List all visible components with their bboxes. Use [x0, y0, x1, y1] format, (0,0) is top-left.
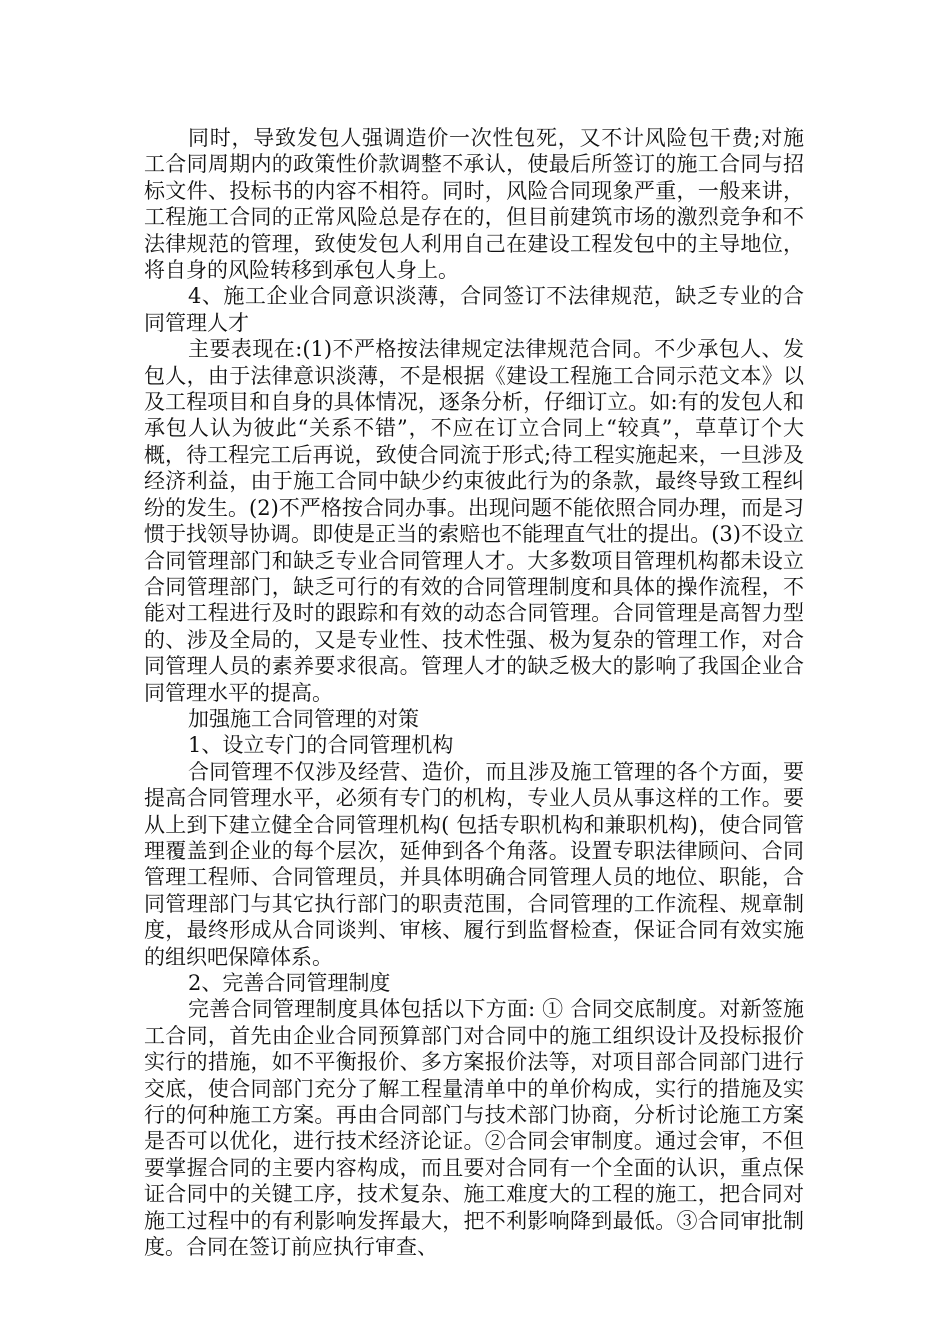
heading-countermeasures: 加强施工合同管理的对策: [188, 706, 419, 731]
heading-management-agency: 1、设立专门的合同管理机构: [188, 733, 454, 758]
heading-contract-awareness: 4、施工企业合同意识淡薄，合同签订不法律规范，缺乏专业的合同管理人才: [144, 284, 804, 335]
paragraph-risk-transfer: 同时，导致发包人强调造价一次性包死，又不计风险包干费;对施工合同周期内的政策性价款调整不承认，使最后所签订的施工合同与招标文件、投标书的内容不相符。同时，风险合同现象严重，一般来讲，工程施工合同的正常风险总是存在的，但目前建筑市场的激烈竞争和不法律规范的管理，致使发包人利用自己在建设工程发包中的主导地位，将自身的风险转移到承包人身上。: [144, 126, 804, 283]
paragraph-main-manifestations: 主要表现在:(1)不严格按法律规定法律规范合同。不少承包人、发包人，由于法律意识淡薄，不是根据《建设工程施工合同示范文本》以及工程项目和自身的具体情况，逐条分析，仔细订立。如:有的发包人和承包人认为彼此“关系不错”，不应在订立合同上“较真”，草草订个大概，待工程完工后再说，致使合同流于形式;待工程实施起来，一旦涉及经济利益，由于施工合同中缺少约束彼此行为的条款，最终导致工程纠纷的发生。(2)不严格按合同办事。出现问题不能依照合同办理，而是习惯于找领导协调。即使是正当的索赔也不能理直气壮的提出。(3)不设立合同管理部门和缺乏专业合同管理人才。大多数项目管理机构都未设立合同管理部门，缺乏可行的有效的合同管理制度和具体的操作流程，不能对工程进行及时的跟踪和有效的动态合同管理。合同管理是高智力型的、涉及全局的，又是专业性、技术性强、极为复杂的管理工作，对合同管理人员的素养要求很高。管理人才的缺乏极大的影响了我国企业合同管理水平的提高。: [144, 337, 804, 705]
paragraph-management-system: 完善合同管理制度具体包括以下方面: ① 合同交底制度。对新签施工合同，首先由企业合同预算部门对合同中的施工组织设计及投标报价实行的措施，如不平衡报价、多方案报价法等，对项目部合同部门进行交底，使合同部门充分了解工程量清单中的单价构成，实行的措施及实行的何种施工方案。再由合同部门与技术部门协商，分析讨论施工方案是否可以优化，进行技术经济论证。②合同会审制度。通过会审，不但要掌握合同的主要内容构成，而且要对合同有一个全面的认识，重点保证合同中的关键工序，技术复杂、施工难度大的工程的施工，把合同对施工过程中的有利影响发挥最大，把不利影响降到最低。③合同审批制度。合同在签订前应执行审查、: [144, 997, 804, 1260]
heading-management-system: 2、完善合同管理制度: [188, 971, 391, 995]
document-page: [144, 125, 804, 1260]
paragraph-management-agency: 合同管理不仅涉及经营、造价，而且涉及施工管理的各个方面，要提高合同管理水平，必须有专门的机构，专业人员从事这样的工作。要从上到下建立健全合同管理机构( 包括专职机构和兼职机构)，使合同管理覆盖到企业的每个层次，延伸到各个角落。设置专职法律顾问、合同管理工程师、合同管理员，并具体明确合同管理人员的地位、职能，合同管理部门与其它执行部门的职责范围，合同管理的工作流程、规章制度，最终形成从合同谈判、审核、履行到监督检查，保证合同有效实施的组织吧保障体系。: [144, 759, 804, 969]
